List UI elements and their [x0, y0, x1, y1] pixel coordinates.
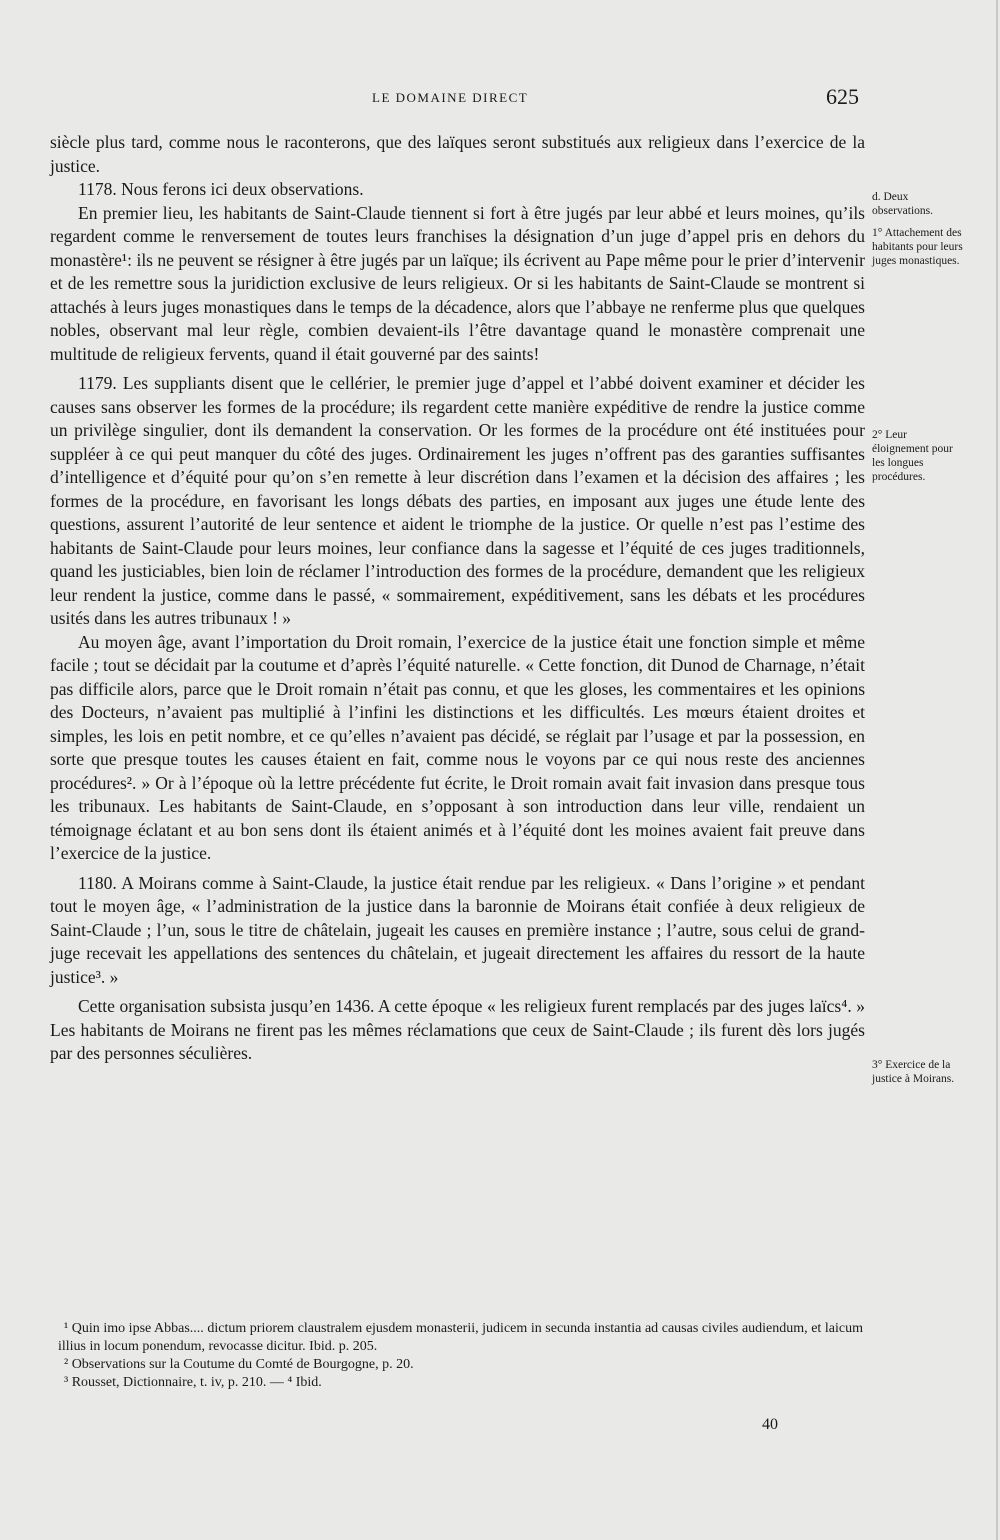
footnotes: [58, 1320, 863, 1392]
paragraph: 1180. A Moirans comme à Saint-Claude, la justice était rendue par les religieux. « Dans l’origine » et pendant tout le moyen âge, « l’administration de la justice dans la baronnie de Moirans était confiée à deux religieux de Saint-Claude ; l’un, sous le titre de châtelain, jugeait les causes en première instance ; l’autre, sous celui de grand-juge recevait les appellations des sentences du châtelain, et jugeait directement les affaires du ressort de la haute justice³. »: [50, 872, 865, 987]
margin-note: 2° Leur éloignement pour les longues procédures.: [872, 429, 953, 483]
signature-mark: 40: [762, 1416, 778, 1433]
paragraph: Au moyen âge, avant l’importation du Droit romain, l’exercice de la justice était une fonction simple et même facile ; tout se décidait par la coutume et d’après l’équité naturelle. « Cette fonction, dit Dunod de Charnage, n’était pas difficile alors, parce que le Droit romain n’était pas connu, et que les gloses, les commentaires et les opinions des Docteurs, n’avaient pas multiplié à l’infini les distinctions et les difficultés. Les mœurs étaient droites et simples, les lois en petit nombre, et ce qu’elles n’avaient pas décidé, se réglait par l’usage et par la possession, en sorte que presque toutes les causes étaient en fait, comme nous le voyons par ce qui nous reste des anciennes procédures². » Or à l’époque où la lettre précédente fut écrite, le Droit romain avait fait invasion dans presque tous les tribunaux. Les habitants de Saint-Claude, en s’opposant à son introduction dans leur ville, rendaient un témoignage éclatant et au bon sens dont ils étaient animés et à l’équité dont les moines avaient fait preuve dans l’exercice de la justice.: [50, 631, 865, 863]
footnote: ² Observations sur la Coutume du Comté de Bourgogne, p. 20.: [64, 1357, 414, 1372]
footnote: ³ Rousset, Dictionnaire, t. iv, p. 210. — ⁴ Ibid.: [64, 1375, 322, 1390]
paragraph: Cette organisation subsista jusqu’en 1436. A cette époque « les religieux furent remplacés par des juges laïcs⁴. » Les habitants de Moirans ne firent pas les mêmes réclamations que ceux de Saint-Claude ; ils furent dès lors jugés par des personnes séculières.: [50, 996, 865, 1063]
paragraph: 1179. Les suppliants disent que le cellérier, le premier juge d’appel et l’abbé doivent examiner et décider les causes sans observer les formes de la procédure; ils regardent cette manière expéditive de rendre la justice comme un privilège singulier, dont ils demandent la conservation. Or les formes de la procédure ont été instituées pour suppléer à ce qui peut manquer du côté des juges. Ordinairement les juges n’offrent pas des garanties suffisantes d’intelligence et d’équité pour qu’on s’en remette à leur discrétion dans l’examen et la décision des affaires ; les formes de la procédure, en favorisant les longs débats des parties, en imposant aux juges une étude lente des questions, assurent l’autorité de leur sentence et aident le triomphe de la justice. Or quelle n’est pas l’estime des habitants de Saint-Claude pour leurs moines, leur confiance dans la sagesse et l’équité de ces juges traditionnels, quand les justiciables, bien loin de réclamer l’introduction des formes de la procédure, demandent que les religieux leur rendent la justice, comme dans le passé, « sommairement, expéditivement, sans les débats et les procédures usités dans les autres tribunaux ! »: [50, 373, 865, 628]
margin-note: 1° Attachement des habitants pour leurs juges monastiques.: [872, 227, 963, 267]
page-header: [0, 84, 1000, 114]
paragraph: En premier lieu, les habitants de Saint-Claude tiennent si fort à être jugés par leur abbé et leurs moines, qu’ils regardent comme le renversement de toutes leurs franchises la désignation d’un juge d’appel pris en dehors du monastère¹: ils ne peuvent se résigner à être jugés par un laïque; ils écrivent au Pape même pour le prier d’intervenir et de les remettre sous la juridiction exclusive de leurs religieux. Or si les habitants de Saint-Claude se montrent si attachés à leurs juges monastiques dans le temps de la décadence, alors que l’abbaye ne renferme plus que quelques nobles, observant mal leur règle, combien devaient-ils l’être davantage quand le monastère comprenait une multitude de religieux fervents, quand il était gouverné par des saints!: [50, 202, 865, 364]
margin-note: 3° Exercice de la justice à Moirans.: [872, 1059, 955, 1085]
page-edge: [996, 0, 998, 1540]
margin-note: d. Deux observations.: [872, 191, 934, 217]
paragraph: siècle plus tard, comme nous le raconterons, que des laïques seront substitués aux religieux dans l’exercice de la justice.: [50, 132, 865, 176]
main-text: [50, 131, 865, 1066]
running-title: LE DOMAINE DIRECT: [372, 90, 529, 105]
footnote: ¹ Quin imo ipse Abbas.... dictum priorem claustralem ejusdem monasterii, judicem in secunda instantia ad causas civiles audiendum, et laicum illius in locum ponendum, revocasse dicitur. Ibid. p. 205.: [58, 1321, 863, 1354]
page-number: 625: [826, 84, 859, 109]
paragraph: 1178. Nous ferons ici deux observations.: [78, 179, 364, 199]
